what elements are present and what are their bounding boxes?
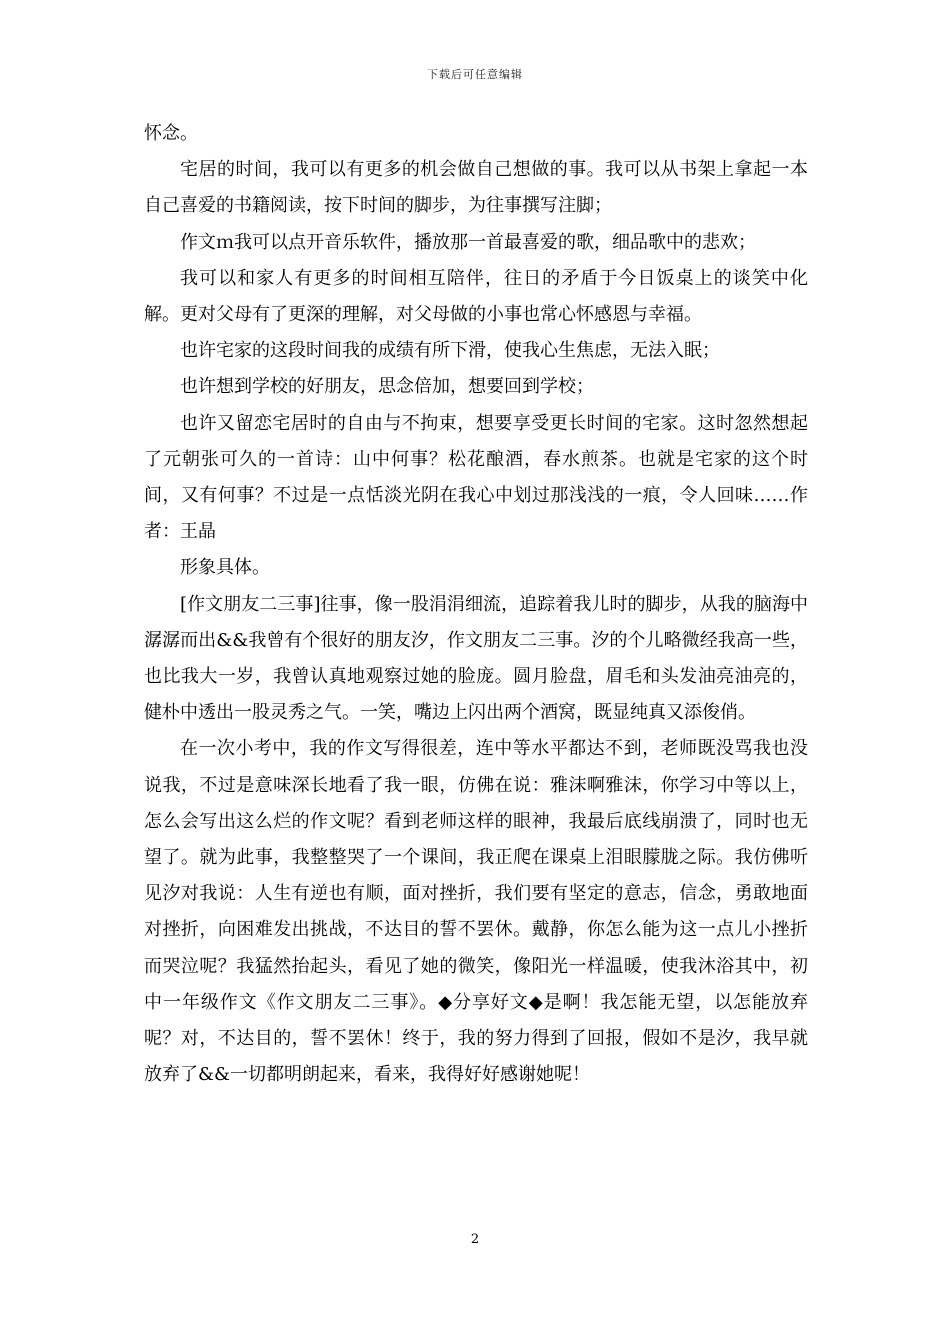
paragraph: [作文朋友二三事]往事，像一股涓涓细流，追踪着我儿时的脚步，从我的脑海中潺潺而出&&我曾有个很好的朋友汐，作文朋友二三事。汐的个儿略微经我高一些，也比我大一岁，我曾认真地观察过她的脸庞。圆月脸盘，眉毛和头发油亮油亮的，健朴中透出一股灵秀之气。一笑，嘴边上闪出两个酒窝，既显纯真又添俊俏。 (144, 593, 808, 724)
page-header: 下载后可任意编辑 (427, 68, 523, 81)
page-number: 2 (470, 1232, 480, 1247)
paragraph: 我可以和家人有更多的时间相互陪伴，往日的矛盾于今日饭桌上的谈笑中化解。更对父母有了更深的理解，对父母做的小事也常心怀感恩与幸福。 (144, 267, 808, 326)
paragraph: 宅居的时间，我可以有更多的机会做自己想做的事。我可以从书架上拿起一本自己喜爱的书籍阅读，按下时间的脚步，为往事撰写注脚； (144, 159, 808, 217)
document-body (144, 116, 808, 1093)
paragraph: 在一次小考中，我的作文写得很差，连中等水平都达不到，老师既没骂我也没说我，不过是意味深长地看了我一眼，仿佛在说：雅沫啊雅沫，你学习中等以上，怎么会写出这么烂的作文呢？看到老师这样的眼神，我最后底线崩溃了，同时也无望了。就为此事，我整整哭了一个课间，我正爬在课桌上泪眼朦胧之际。我仿佛听见汐对我说：人生有逆也有顺，面对挫折，我们要有坚定的意志，信念，勇敢地面对挫折，向困难发出挑战，不达目的誓不罢休。戴静，你怎么能为这一点儿小挫折而哭泣呢？我猛然抬起头，看见了她的微笑，像阳光一样温暖，使我沐浴其中，初中一年级作文《作文朋友二三事》。◆分享好文◆是啊！我怎能无望，以怎能放弃呢？对，不达目的，誓不罢休！终于，我的努力得到了回报，假如不是汐，我早就放弃了&&一切都明朗起来，看来，我得好好感谢她呢！ (144, 738, 808, 1086)
paragraph: 也许想到学校的好朋友，思念倍加，想要回到学校； (180, 376, 594, 398)
paragraph: 作文ｍ我可以点开音乐软件，播放那一首最喜爱的歌，细品歌中的悲欢； (180, 231, 756, 253)
paragraph: 形象具体。 (180, 557, 270, 579)
paragraph: 也许又留恋宅居时的自由与不拘束，想要享受更长时间的宅家。这时忽然想起了元朝张可久的一首诗：山中何事？松花酿酒，春水煎茶。也就是宅家的这个时间，又有何事？不过是一点恬淡光阴在我心中划过那浅浅的一痕，令人回味……作者：王晶 (144, 412, 808, 543)
paragraph: 怀念。 (144, 123, 198, 144)
paragraph: 也许宅家的这段时间我的成绩有所下滑，使我心生焦虑，无法入眠； (180, 340, 720, 362)
